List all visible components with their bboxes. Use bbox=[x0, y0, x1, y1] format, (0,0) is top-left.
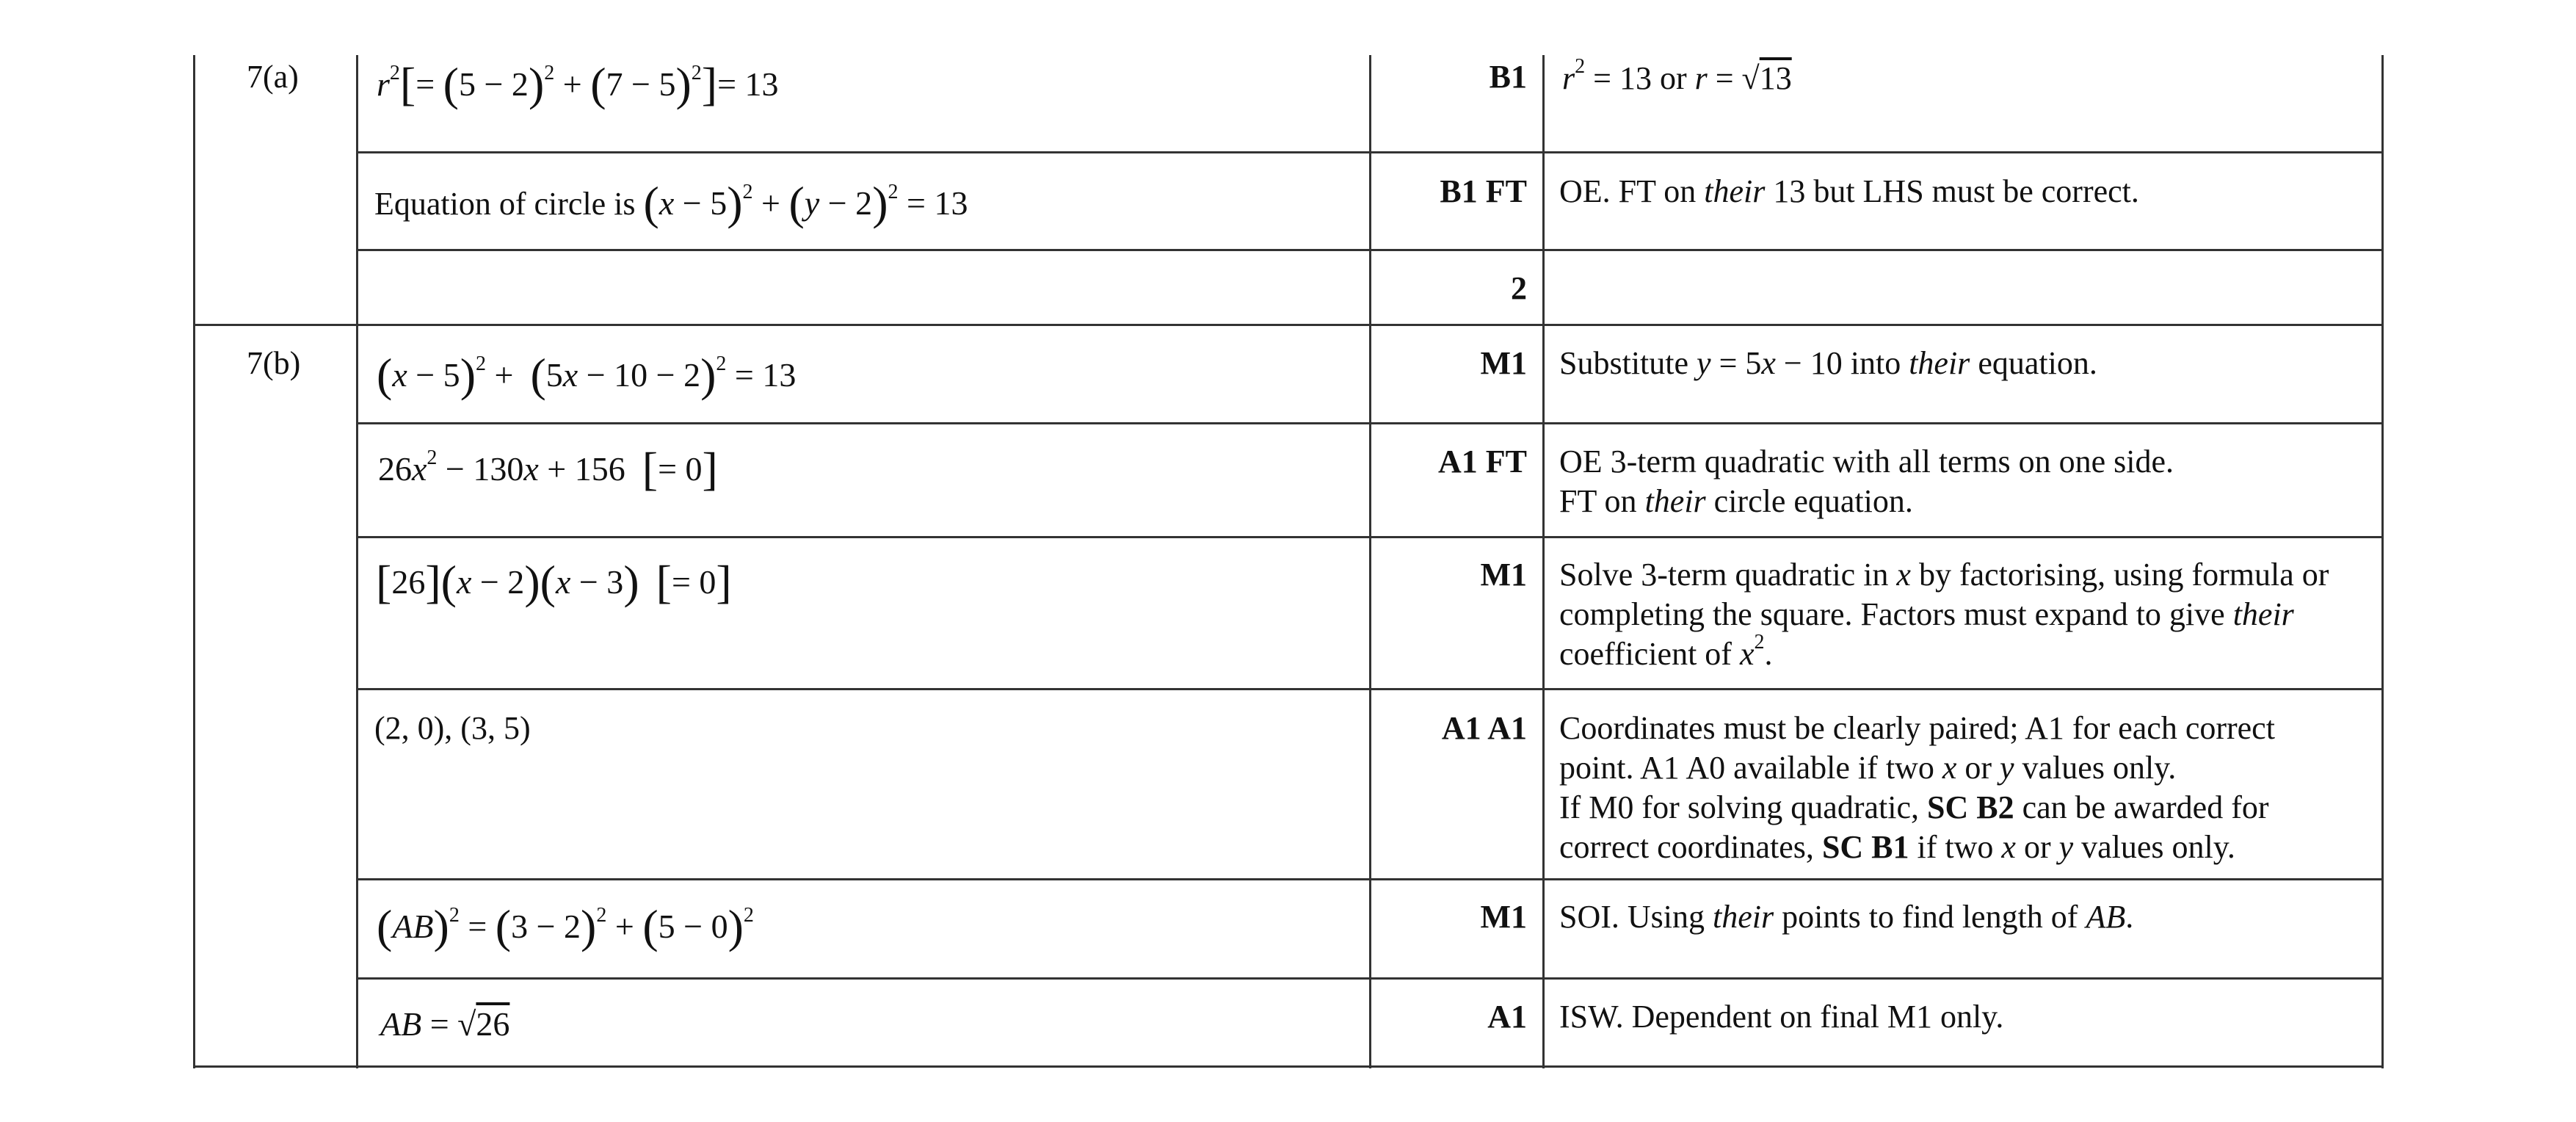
answer-ab-length: AB = √26 bbox=[380, 1005, 510, 1043]
mark-label: M1 bbox=[1480, 345, 1527, 381]
rule-row bbox=[356, 151, 2384, 153]
rule-right bbox=[2381, 55, 2384, 1068]
rule-row bbox=[356, 977, 2384, 980]
question-number: 7(a) bbox=[247, 59, 299, 95]
mark-label: A1 FT bbox=[1438, 444, 1527, 479]
part-total: 2 bbox=[1511, 270, 1527, 306]
answer-radius-squared: $r^2[= (5 - 2)^2 + (7 - 5)^2]= 13$ bbox=[377, 58, 779, 110]
rule-row bbox=[356, 688, 2384, 690]
answer-factorised: [26](x − 2)(x − 3) [= 0] bbox=[376, 556, 732, 608]
mark-label: B1 bbox=[1489, 59, 1527, 95]
answer-coordinates: (2, 0), (3, 5) bbox=[374, 710, 531, 746]
guidance-text: $r^2 = 13$ or r = √13 bbox=[1562, 55, 1792, 96]
rule-bottom bbox=[193, 1065, 2384, 1068]
answer-circle-equation: Equation of circle is $(x - 5)^2 + (y - 2)^2 = 13$ bbox=[374, 177, 968, 229]
rule-row bbox=[356, 878, 2384, 880]
guidance-text: OE 3-term quadratic with all terms on one side. FT on their circle equation. bbox=[1559, 444, 2174, 519]
mark-label: A1 A1 bbox=[1441, 710, 1527, 746]
mark-label: M1 bbox=[1480, 899, 1527, 935]
guidance-text: SOI. Using their points to find length of AB. bbox=[1559, 899, 2134, 935]
mark-label: M1 bbox=[1480, 557, 1527, 593]
rule-answer bbox=[1369, 55, 1371, 1068]
guidance-text: OE. FT on their 13 but LHS must be correct. bbox=[1559, 173, 2139, 209]
answer-quadratic: $26x^2 - 130x + 156$ [= 0] bbox=[378, 443, 718, 495]
mark-label: A1 bbox=[1487, 999, 1527, 1035]
guidance-text: ISW. Dependent on final M1 only. bbox=[1559, 999, 2004, 1035]
mark-label: B1 FT bbox=[1440, 173, 1527, 209]
rule-left bbox=[193, 55, 195, 1068]
rule-row bbox=[356, 249, 2384, 251]
rule-row bbox=[356, 422, 2384, 424]
rule-row bbox=[356, 536, 2384, 538]
guidance-text: Substitute y = 5x − 10 into their equation. bbox=[1559, 345, 2097, 381]
question-number: 7(b) bbox=[247, 345, 301, 381]
answer-ab-squared: $(AB)^2 = (3 - 2)^2 + (5 - 0)^2$ bbox=[377, 900, 754, 952]
guidance-text: Coordinates must be clearly paired; A1 for each correct point. A1 A0 available if two x or y values only. If M0 for solving quadratic, SC B2 can be awarded for correct coordinates, SC B1 if two x or y values only. bbox=[1559, 710, 2275, 865]
rule-marks bbox=[1542, 55, 1545, 1068]
rule-row bbox=[193, 324, 2384, 326]
rule-question bbox=[356, 55, 358, 1068]
guidance-text: Solve 3-term quadratic in x by factorising, using formula or completing the square. Factors must expand to give their coefficient of $x^2$. bbox=[1559, 557, 2329, 672]
answer-substitution: $(x - 5)^2 + (5x - 10 - 2)^2 = 13$ bbox=[377, 349, 797, 401]
